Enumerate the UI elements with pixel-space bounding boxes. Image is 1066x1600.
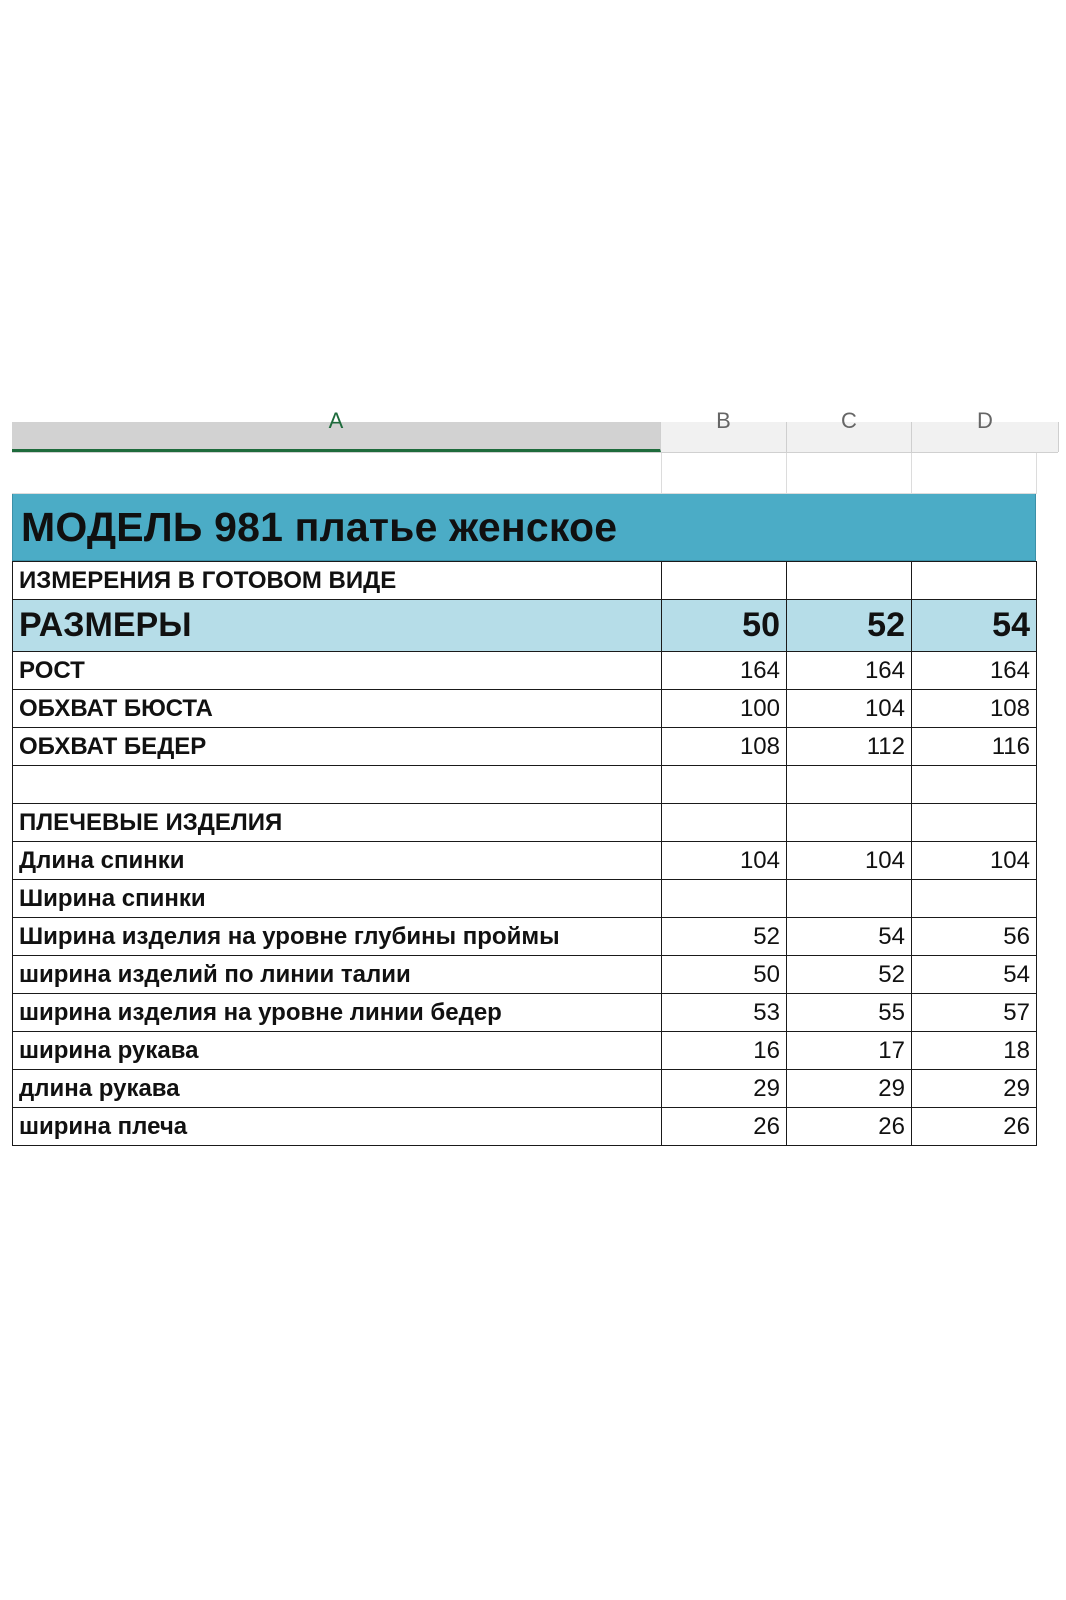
column-header-b[interactable]: B (661, 422, 787, 452)
value-cell[interactable]: 57 (912, 994, 1037, 1032)
value-cell[interactable] (912, 766, 1037, 804)
subheader-cell[interactable]: ИЗМЕРЕНИЯ В ГОТОВОМ ВИДЕ (13, 562, 662, 600)
column-header-a[interactable]: A (12, 422, 661, 452)
table-row (13, 842, 1037, 880)
row-label-cell[interactable]: ОБХВАТ БЕДЕР (13, 728, 662, 766)
cell[interactable] (787, 562, 912, 600)
row-label-cell[interactable]: ПЛЕЧЕВЫЕ ИЗДЕЛИЯ (13, 804, 662, 842)
table-row (13, 652, 1037, 690)
value-cell[interactable] (662, 804, 787, 842)
column-header-bar (12, 408, 1058, 453)
table-row (13, 766, 1037, 804)
value-cell[interactable]: 164 (662, 652, 787, 690)
cell[interactable] (662, 562, 787, 600)
size-cell[interactable]: 50 (662, 600, 787, 652)
value-cell[interactable]: 54 (787, 918, 912, 956)
row-label-cell[interactable]: ширина изделия на уровне линии бедер (13, 994, 662, 1032)
value-cell[interactable]: 104 (912, 842, 1037, 880)
value-cell[interactable]: 17 (787, 1032, 912, 1070)
size-cell[interactable]: 54 (912, 600, 1037, 652)
row-label-cell[interactable]: ширина рукава (13, 1032, 662, 1070)
value-cell[interactable]: 55 (787, 994, 912, 1032)
value-cell[interactable]: 54 (912, 956, 1037, 994)
value-cell[interactable]: 29 (787, 1070, 912, 1108)
value-cell[interactable]: 104 (662, 842, 787, 880)
row-label-cell[interactable]: РОСТ (13, 652, 662, 690)
value-cell[interactable] (787, 804, 912, 842)
value-cell[interactable]: 108 (662, 728, 787, 766)
sizes-row (13, 600, 1037, 652)
column-header-c[interactable]: C (787, 422, 912, 452)
row-label-cell[interactable]: ширина изделий по линии талии (13, 956, 662, 994)
value-cell[interactable]: 26 (787, 1108, 912, 1146)
model-title-cell[interactable] (12, 493, 1036, 561)
cell[interactable] (661, 453, 787, 494)
value-cell[interactable]: 164 (912, 652, 1037, 690)
value-cell[interactable] (662, 880, 787, 918)
value-cell[interactable]: 52 (787, 956, 912, 994)
value-cell[interactable]: 29 (912, 1070, 1037, 1108)
value-cell[interactable]: 26 (662, 1108, 787, 1146)
value-cell[interactable]: 108 (912, 690, 1037, 728)
column-header-d[interactable]: D (912, 422, 1059, 452)
value-cell[interactable]: 18 (912, 1032, 1037, 1070)
value-cell[interactable]: 52 (662, 918, 787, 956)
row-label-cell[interactable]: Ширина изделия на уровне глубины проймы (13, 918, 662, 956)
value-cell[interactable]: 104 (787, 842, 912, 880)
value-cell[interactable]: 29 (662, 1070, 787, 1108)
value-cell[interactable] (912, 804, 1037, 842)
value-cell[interactable]: 104 (787, 690, 912, 728)
value-cell[interactable]: 112 (787, 728, 912, 766)
empty-row (12, 453, 1058, 493)
cell[interactable] (787, 453, 912, 494)
table-row (13, 918, 1037, 956)
value-cell[interactable]: 53 (662, 994, 787, 1032)
cell[interactable] (12, 453, 662, 494)
value-cell[interactable] (787, 880, 912, 918)
table-row (13, 880, 1037, 918)
table-row (13, 1032, 1037, 1070)
row-label-cell[interactable]: ширина плеча (13, 1108, 662, 1146)
value-cell[interactable] (662, 766, 787, 804)
table-row (13, 804, 1037, 842)
value-cell[interactable] (912, 880, 1037, 918)
value-cell[interactable]: 56 (912, 918, 1037, 956)
row-label-cell[interactable]: ОБХВАТ БЮСТА (13, 690, 662, 728)
row-label-cell[interactable]: Ширина спинки (13, 880, 662, 918)
size-cell[interactable]: 52 (787, 600, 912, 652)
table-row (13, 956, 1037, 994)
value-cell[interactable]: 50 (662, 956, 787, 994)
subheader-row (13, 562, 1037, 600)
table-row (13, 728, 1037, 766)
value-cell[interactable]: 116 (912, 728, 1037, 766)
cell[interactable] (912, 453, 1037, 494)
table-row (13, 994, 1037, 1032)
value-cell[interactable]: 100 (662, 690, 787, 728)
table-row (13, 1070, 1037, 1108)
value-cell[interactable]: 26 (912, 1108, 1037, 1146)
table-row (13, 1108, 1037, 1146)
sizes-label-cell[interactable]: РАЗМЕРЫ (13, 600, 662, 652)
spreadsheet (12, 408, 1058, 1146)
value-cell[interactable]: 164 (787, 652, 912, 690)
row-label-cell[interactable] (13, 766, 662, 804)
value-cell[interactable]: 16 (662, 1032, 787, 1070)
cell[interactable] (912, 562, 1037, 600)
measurements-table (12, 561, 1037, 1146)
row-label-cell[interactable]: Длина спинки (13, 842, 662, 880)
model-title: МОДЕЛЬ 981 платье женское (21, 503, 618, 550)
value-cell[interactable] (787, 766, 912, 804)
row-label-cell[interactable]: длина рукава (13, 1070, 662, 1108)
table-row (13, 690, 1037, 728)
